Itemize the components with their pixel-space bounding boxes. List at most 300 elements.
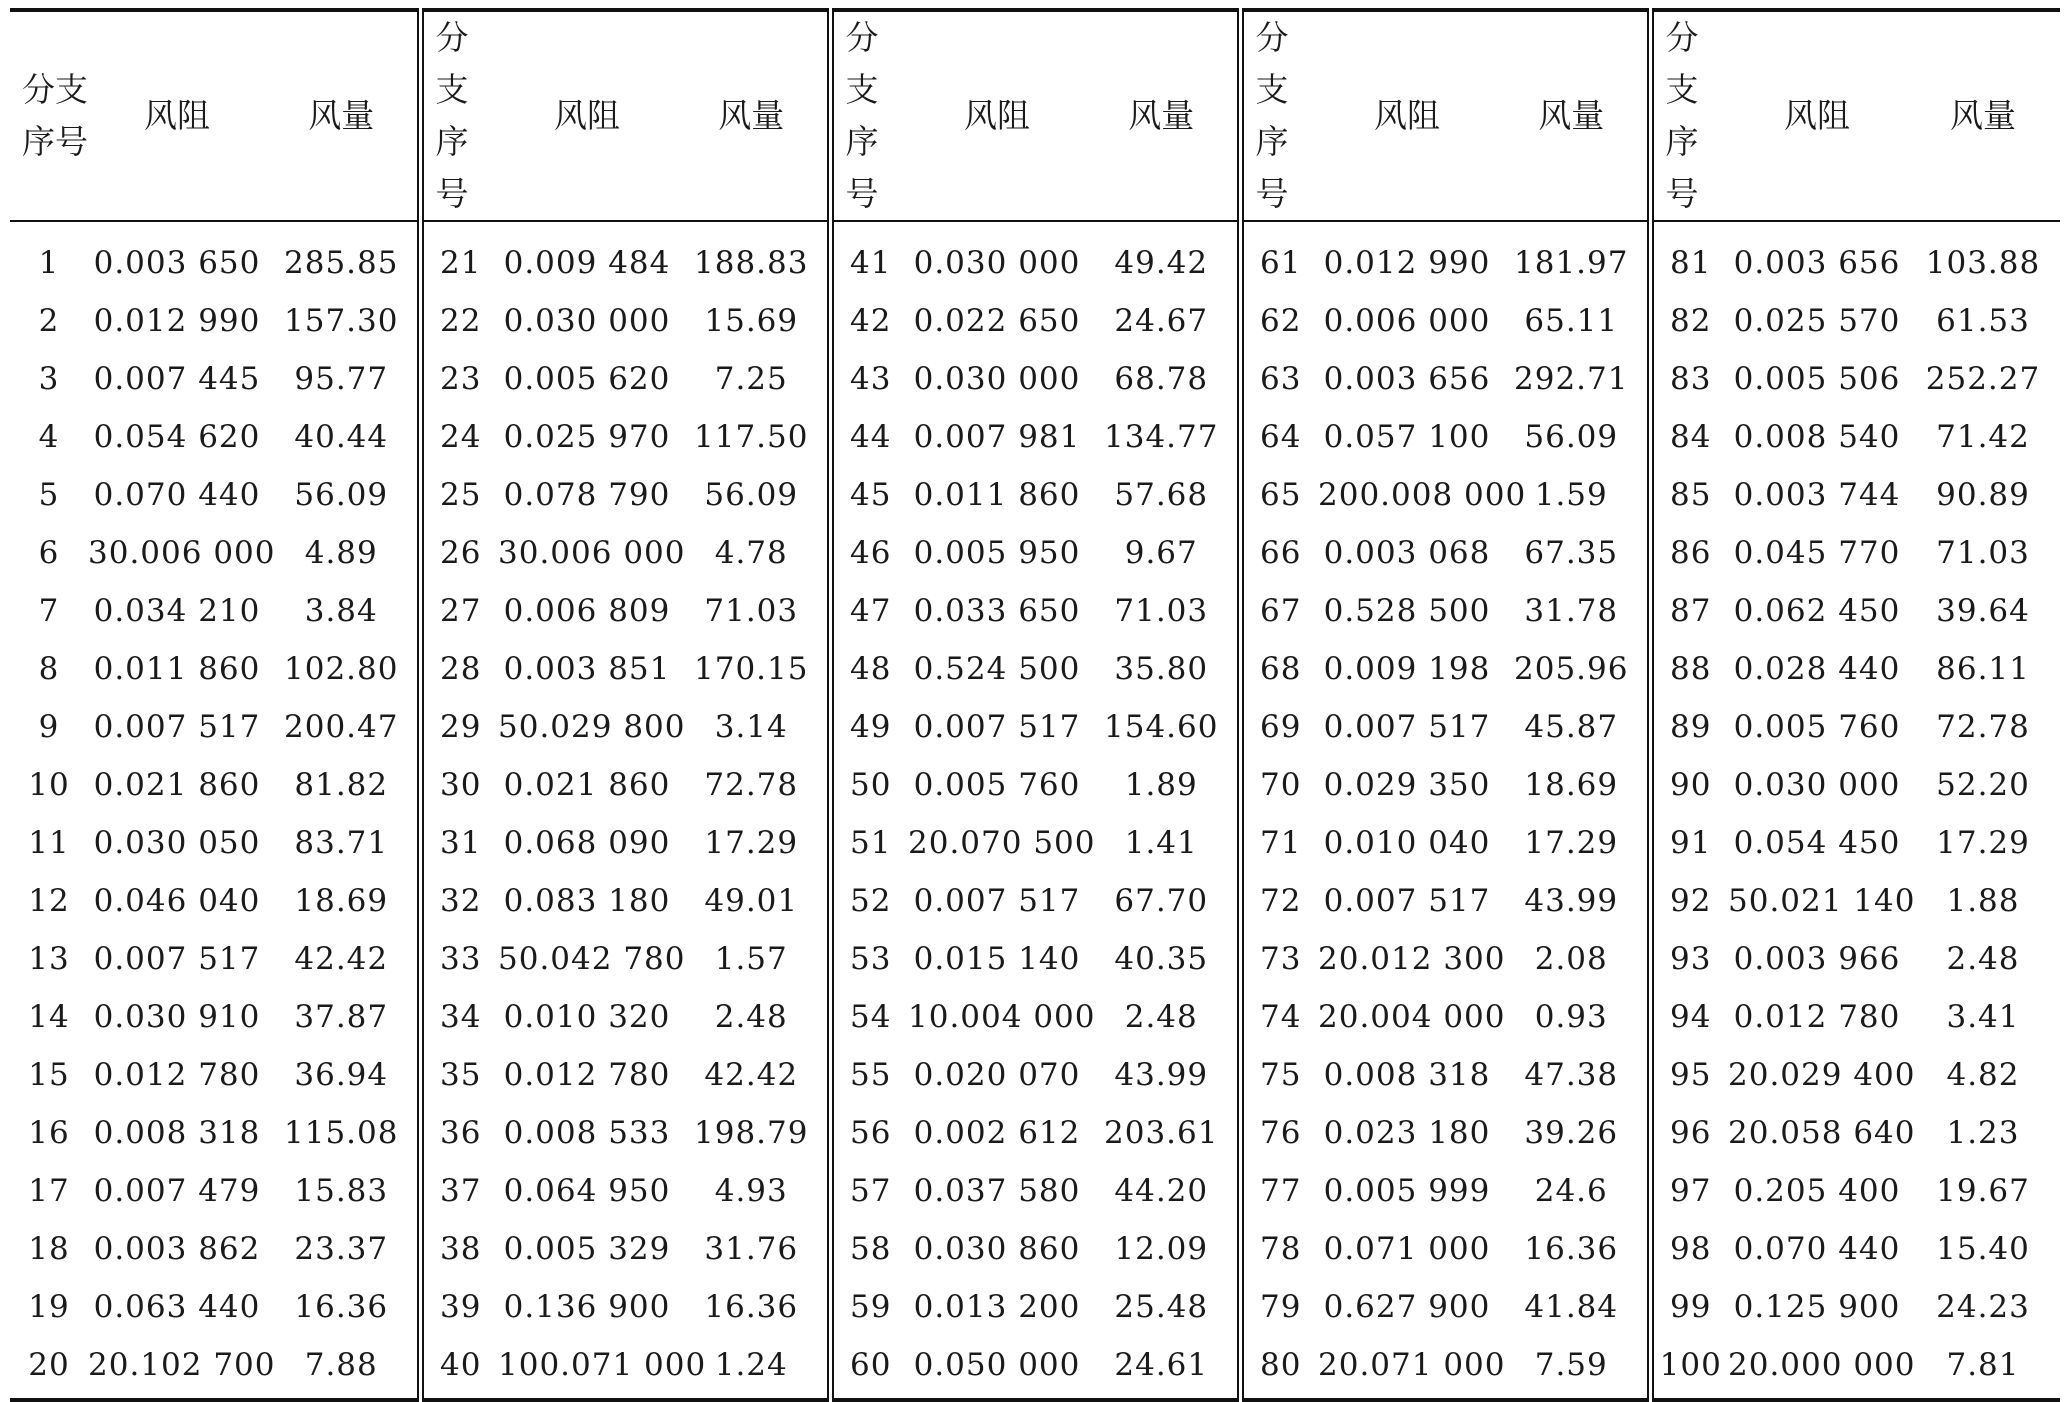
resistance-cell: 0.007 445: [93, 361, 261, 397]
resistance-cell: 0.083 180: [503, 883, 671, 919]
resistance-cell: 20.070 500: [908, 825, 1096, 861]
air-volume-cell: 205.96: [1514, 651, 1629, 687]
air-volume-cell: 198.79: [694, 1115, 809, 1151]
branch-index-cell: 98: [1650, 1220, 1728, 1278]
air-volume-cell: 52.20: [1936, 767, 2030, 803]
resistance-cell: 0.007 479: [93, 1173, 261, 1209]
resistance-cell: 0.064 950: [503, 1173, 671, 1209]
air-volume-cell: 81.82: [294, 767, 389, 803]
branch-index-cell: 8: [38, 651, 60, 687]
air-volume-cell: 1.88: [1946, 883, 2020, 919]
resistance-cell: 0.010 320: [503, 999, 671, 1035]
air-volume-cell: 16.36: [1524, 1231, 1619, 1267]
branch-index-cell: 93: [1650, 930, 1728, 988]
resistance-cell: 20.029 400: [1728, 1057, 1916, 1093]
resistance-cell: 0.037 580: [913, 1173, 1081, 1209]
branch-index-cell: 63: [1240, 350, 1318, 408]
table-row: [10, 930, 2060, 988]
air-volume-cell: 15.40: [1936, 1231, 2030, 1267]
resistance-cell: 200.008 000: [1318, 477, 1527, 513]
branch-index-cell: 27: [420, 582, 498, 640]
resistance-cell: 0.062 450: [1733, 593, 1901, 629]
branch-index-cell: 48: [830, 640, 908, 698]
branch-index-cell: 70: [1240, 756, 1318, 814]
air-volume-cell: 285.85: [284, 245, 399, 281]
resistance-cell: 0.070 440: [1733, 1231, 1901, 1267]
header-branch-index: 分支 序号: [10, 10, 88, 221]
table-row: [10, 466, 2060, 524]
resistance-cell: 20.012 300: [1318, 941, 1506, 977]
air-volume-cell: 71.03: [1936, 535, 2030, 571]
resistance-cell: 30.006 000: [88, 535, 276, 571]
header-branch-index: 分支 序号: [1240, 10, 1318, 221]
branch-index-cell: 50: [830, 756, 908, 814]
table-row: [10, 640, 2060, 698]
table-row: [10, 1046, 2060, 1104]
branch-index-cell: 44: [830, 408, 908, 466]
resistance-cell: 0.008 318: [93, 1115, 261, 1151]
branch-index-cell: 68: [1240, 640, 1318, 698]
resistance-cell: 0.627 900: [1323, 1289, 1491, 1325]
resistance-cell: 0.070 440: [93, 477, 261, 513]
table-row: [10, 1162, 2060, 1220]
resistance-cell: 0.012 990: [1323, 245, 1491, 281]
resistance-cell: 0.012 780: [1733, 999, 1901, 1035]
resistance-cell: 0.012 780: [93, 1057, 261, 1093]
header-air-volume: 风量: [266, 10, 420, 221]
branch-index-cell: 57: [830, 1162, 908, 1220]
branch-index-cell: 19: [28, 1289, 70, 1325]
air-volume-cell: 86.11: [1936, 651, 2030, 687]
air-volume-cell: 157.30: [284, 303, 399, 339]
air-volume-cell: 41.84: [1524, 1289, 1619, 1325]
branch-index-cell: 40: [420, 1336, 498, 1400]
air-volume-cell: 7.88: [304, 1347, 378, 1383]
header-air-volume: 风量: [1496, 10, 1650, 221]
air-volume-cell: 90.89: [1936, 477, 2030, 513]
resistance-cell: 0.125 900: [1733, 1289, 1901, 1325]
air-volume-cell: 7.25: [714, 361, 788, 397]
resistance-cell: 0.030 910: [93, 999, 261, 1035]
resistance-cell: 0.007 517: [1323, 883, 1491, 919]
resistance-cell: 0.205 400: [1733, 1173, 1901, 1209]
branch-index-cell: 89: [1650, 698, 1728, 756]
branch-index-cell: 51: [830, 814, 908, 872]
branch-index-cell: 84: [1650, 408, 1728, 466]
resistance-cell: 0.005 506: [1733, 361, 1901, 397]
branch-index-cell: 56: [830, 1104, 908, 1162]
table-row: [10, 1220, 2060, 1278]
air-volume-cell: 72.78: [1936, 709, 2030, 745]
branch-index-cell: 35: [420, 1046, 498, 1104]
air-volume-cell: 40.44: [294, 419, 389, 455]
air-volume-cell: 40.35: [1114, 941, 1209, 977]
air-volume-cell: 4.93: [714, 1173, 788, 1209]
resistance-cell: 20.058 640: [1728, 1115, 1916, 1151]
air-volume-cell: 24.6: [1534, 1173, 1608, 1209]
resistance-cell: 0.005 950: [913, 535, 1081, 571]
resistance-cell: 0.005 620: [503, 361, 671, 397]
branch-index-cell: 75: [1240, 1046, 1318, 1104]
header-resistance: 风阻: [88, 10, 266, 221]
air-volume-cell: 4.89: [304, 535, 378, 571]
air-volume-cell: 3.14: [714, 709, 788, 745]
branch-index-cell: 1: [38, 245, 60, 281]
branch-index-cell: 20: [28, 1347, 70, 1383]
air-volume-cell: 18.69: [1524, 767, 1619, 803]
air-volume-cell: 1.41: [1124, 825, 1198, 861]
air-volume-cell: 252.27: [1925, 361, 2041, 397]
branch-index-cell: 36: [420, 1104, 498, 1162]
branch-index-cell: 11: [28, 825, 70, 861]
resistance-cell: 0.054 620: [93, 419, 261, 455]
air-volume-cell: 2.48: [714, 999, 788, 1035]
resistance-cell: 50.029 800: [498, 709, 686, 745]
resistance-cell: 0.068 090: [503, 825, 671, 861]
branch-index-cell: 90: [1650, 756, 1728, 814]
air-volume-cell: 102.80: [284, 651, 399, 687]
air-volume-cell: 39.64: [1936, 593, 2030, 629]
air-volume-cell: 47.38: [1524, 1057, 1619, 1093]
air-volume-cell: 1.89: [1124, 767, 1198, 803]
branch-index-cell: 58: [830, 1220, 908, 1278]
air-volume-cell: 67.35: [1524, 535, 1619, 571]
resistance-cell: 0.005 329: [503, 1231, 671, 1267]
branch-index-cell: 17: [28, 1173, 70, 1209]
air-volume-cell: 61.53: [1936, 303, 2030, 339]
branch-index-cell: 32: [420, 872, 498, 930]
branch-index-cell: 22: [420, 292, 498, 350]
table-row: [10, 814, 2060, 872]
air-volume-cell: 2.48: [1946, 941, 2020, 977]
air-volume-cell: 200.47: [284, 709, 399, 745]
resistance-cell: 0.033 650: [913, 593, 1081, 629]
branch-index-cell: 55: [830, 1046, 908, 1104]
branch-index-cell: 97: [1650, 1162, 1728, 1220]
branch-index-cell: 88: [1650, 640, 1728, 698]
table-row: [10, 292, 2060, 350]
resistance-cell: 0.030 000: [1733, 767, 1901, 803]
branch-index-cell: 53: [830, 930, 908, 988]
air-volume-cell: 16.36: [704, 1289, 799, 1325]
table-row: [10, 988, 2060, 1046]
resistance-cell: 0.045 770: [1733, 535, 1901, 571]
air-volume-cell: 103.88: [1925, 245, 2041, 281]
air-volume-cell: 23.37: [294, 1231, 389, 1267]
resistance-cell: 0.002 612: [913, 1115, 1081, 1151]
table-row: [10, 524, 2060, 582]
resistance-cell: 0.030 000: [913, 245, 1081, 281]
branch-index-cell: 49: [830, 698, 908, 756]
resistance-cell: 0.003 862: [93, 1231, 261, 1267]
branch-index-cell: 61: [1240, 221, 1318, 292]
branch-index-cell: 77: [1240, 1162, 1318, 1220]
air-volume-cell: 1.59: [1534, 477, 1608, 513]
air-volume-cell: 3.41: [1946, 999, 2020, 1035]
header-air-volume: 风量: [1906, 10, 2060, 221]
branch-index-cell: 80: [1240, 1336, 1318, 1400]
header-resistance: 风阻: [1728, 10, 1906, 221]
air-volume-cell: 71.03: [704, 593, 799, 629]
air-volume-cell: 115.08: [284, 1115, 399, 1151]
air-volume-cell: 7.59: [1534, 1347, 1608, 1383]
branch-index-cell: 9: [38, 709, 60, 745]
branch-index-cell: 67: [1240, 582, 1318, 640]
air-volume-cell: 36.94: [294, 1057, 389, 1093]
air-volume-cell: 2.08: [1534, 941, 1608, 977]
table-row: [10, 1336, 2060, 1400]
air-volume-cell: 17.29: [1524, 825, 1619, 861]
branch-index-cell: 65: [1240, 466, 1318, 524]
air-volume-cell: 0.93: [1534, 999, 1608, 1035]
air-volume-cell: 72.78: [704, 767, 799, 803]
resistance-cell: 0.020 070: [913, 1057, 1081, 1093]
branch-index-cell: 29: [420, 698, 498, 756]
resistance-cell: 0.011 860: [93, 651, 261, 687]
resistance-cell: 0.007 517: [93, 941, 261, 977]
resistance-cell: 0.005 760: [1733, 709, 1901, 745]
air-volume-cell: 203.61: [1104, 1115, 1219, 1151]
air-volume-cell: 49.42: [1114, 245, 1209, 281]
resistance-cell: 0.136 900: [503, 1289, 671, 1325]
air-volume-cell: 19.67: [1936, 1173, 2030, 1209]
branch-index-cell: 24: [420, 408, 498, 466]
branch-index-cell: 26: [420, 524, 498, 582]
resistance-cell: 0.003 650: [93, 245, 261, 281]
branch-index-cell: 5: [38, 477, 60, 513]
header-branch-index: 分支 序号: [830, 10, 908, 221]
resistance-cell: 0.012 780: [503, 1057, 671, 1093]
resistance-cell: 0.030 860: [913, 1231, 1081, 1267]
air-volume-cell: 292.71: [1514, 361, 1629, 397]
branch-index-cell: 34: [420, 988, 498, 1046]
branch-index-cell: 85: [1650, 466, 1728, 524]
resistance-cell: 0.063 440: [93, 1289, 261, 1325]
table-body: [10, 221, 2060, 1400]
resistance-cell: 0.003 966: [1733, 941, 1901, 977]
resistance-cell: 30.006 000: [498, 535, 686, 571]
table-row: [10, 1278, 2060, 1336]
branch-index-cell: 54: [830, 988, 908, 1046]
branch-index-cell: 69: [1240, 698, 1318, 756]
air-volume-cell: 31.76: [704, 1231, 799, 1267]
branch-index-cell: 16: [28, 1115, 70, 1151]
resistance-cell: 0.012 990: [93, 303, 261, 339]
air-volume-cell: 45.87: [1524, 709, 1619, 745]
branch-index-cell: 45: [830, 466, 908, 524]
resistance-cell: 0.013 200: [913, 1289, 1081, 1325]
header-air-volume: 风量: [676, 10, 830, 221]
header-resistance: 风阻: [1318, 10, 1496, 221]
resistance-cell: 0.006 809: [503, 593, 671, 629]
air-volume-cell: 1.23: [1946, 1115, 2020, 1151]
resistance-cell: 0.046 040: [93, 883, 261, 919]
branch-index-cell: 39: [420, 1278, 498, 1336]
branch-index-cell: 4: [38, 419, 60, 455]
branch-index-cell: 42: [830, 292, 908, 350]
table-row: [10, 221, 2060, 292]
air-volume-cell: 1.57: [714, 941, 788, 977]
resistance-cell: 20.000 000: [1728, 1347, 1916, 1383]
branch-index-cell: 59: [830, 1278, 908, 1336]
branch-index-cell: 72: [1240, 872, 1318, 930]
branch-index-cell: 52: [830, 872, 908, 930]
resistance-cell: 20.071 000: [1318, 1347, 1506, 1383]
branch-index-cell: 74: [1240, 988, 1318, 1046]
branch-index-cell: 73: [1240, 930, 1318, 988]
resistance-cell: 0.054 450: [1733, 825, 1901, 861]
resistance-cell: 0.008 540: [1733, 419, 1901, 455]
branch-index-cell: 91: [1650, 814, 1728, 872]
header-row: [10, 10, 2060, 221]
branch-index-cell: 81: [1650, 221, 1728, 292]
branch-index-cell: 96: [1650, 1104, 1728, 1162]
table-row: [10, 872, 2060, 930]
branch-index-cell: 31: [420, 814, 498, 872]
branch-index-cell: 86: [1650, 524, 1728, 582]
air-volume-cell: 56.09: [704, 477, 799, 513]
branch-index-cell: 12: [28, 883, 70, 919]
branch-index-cell: 10: [28, 767, 70, 803]
resistance-cell: 0.008 318: [1323, 1057, 1491, 1093]
branch-index-cell: 46: [830, 524, 908, 582]
branch-index-cell: 62: [1240, 292, 1318, 350]
branch-index-cell: 79: [1240, 1278, 1318, 1336]
branch-index-cell: 14: [28, 999, 70, 1035]
air-volume-cell: 4.82: [1946, 1057, 2020, 1093]
branch-index-cell: 87: [1650, 582, 1728, 640]
branch-index-cell: 37: [420, 1162, 498, 1220]
air-volume-cell: 68.78: [1114, 361, 1209, 397]
air-volume-cell: 39.26: [1524, 1115, 1619, 1151]
air-volume-cell: 1.24: [714, 1347, 788, 1383]
resistance-cell: 0.003 656: [1323, 361, 1491, 397]
resistance-cell: 50.021 140: [1728, 883, 1916, 919]
branch-index-cell: 28: [420, 640, 498, 698]
header-air-volume: 风量: [1086, 10, 1240, 221]
branch-index-cell: 64: [1240, 408, 1318, 466]
table-row: [10, 1104, 2060, 1162]
header-resistance: 风阻: [908, 10, 1086, 221]
table-row: [10, 350, 2060, 408]
air-volume-cell: 35.80: [1114, 651, 1209, 687]
branch-index-cell: 2: [38, 303, 60, 339]
branch-index-cell: 76: [1240, 1104, 1318, 1162]
resistance-cell: 20.102 700: [88, 1347, 276, 1383]
resistance-cell: 0.007 517: [93, 709, 261, 745]
table-row: [10, 408, 2060, 466]
air-volume-cell: 83.71: [294, 825, 389, 861]
air-volume-cell: 42.42: [704, 1057, 799, 1093]
branch-index-cell: 47: [830, 582, 908, 640]
resistance-cell: 0.034 210: [93, 593, 261, 629]
air-volume-cell: 37.87: [294, 999, 389, 1035]
branch-index-cell: 25: [420, 466, 498, 524]
air-volume-cell: 71.03: [1114, 593, 1209, 629]
branch-index-cell: 41: [830, 221, 908, 292]
header-branch-index: 分支 序号: [1650, 10, 1728, 221]
resistance-cell: 0.078 790: [503, 477, 671, 513]
resistance-cell: 0.008 533: [503, 1115, 671, 1151]
branch-index-cell: 7: [38, 593, 60, 629]
resistance-cell: 0.007 517: [913, 883, 1081, 919]
resistance-cell: 0.011 860: [913, 477, 1081, 513]
branch-index-cell: 43: [830, 350, 908, 408]
branch-index-cell: 95: [1650, 1046, 1728, 1104]
air-volume-cell: 16.36: [294, 1289, 389, 1325]
air-volume-cell: 154.60: [1104, 709, 1219, 745]
air-volume-cell: 17.29: [704, 825, 799, 861]
header-resistance: 风阻: [498, 10, 676, 221]
air-volume-cell: 2.48: [1124, 999, 1198, 1035]
resistance-cell: 0.003 744: [1733, 477, 1901, 513]
branch-index-cell: 71: [1240, 814, 1318, 872]
resistance-cell: 50.042 780: [498, 941, 686, 977]
air-volume-cell: 42.42: [294, 941, 389, 977]
branch-index-cell: 100: [1650, 1336, 1728, 1400]
resistance-cell: 0.071 000: [1323, 1231, 1491, 1267]
resistance-cell: 0.003 068: [1323, 535, 1491, 571]
branch-index-cell: 21: [420, 221, 498, 292]
resistance-cell: 0.003 851: [503, 651, 671, 687]
resistance-cell: 0.057 100: [1323, 419, 1491, 455]
air-volume-cell: 181.97: [1514, 245, 1629, 281]
resistance-cell: 0.009 198: [1323, 651, 1491, 687]
resistance-cell: 0.021 860: [503, 767, 671, 803]
air-volume-cell: 4.78: [714, 535, 788, 571]
table-row: [10, 698, 2060, 756]
resistance-cell: 0.022 650: [913, 303, 1081, 339]
resistance-cell: 0.025 970: [503, 419, 671, 455]
resistance-cell: 0.021 860: [93, 767, 261, 803]
resistance-cell: 0.050 000: [913, 1347, 1081, 1383]
air-volume-cell: 7.81: [1946, 1347, 2020, 1383]
resistance-cell: 0.007 517: [1323, 709, 1491, 745]
air-volume-cell: 24.67: [1114, 303, 1209, 339]
branch-index-cell: 3: [38, 361, 60, 397]
air-volume-cell: 134.77: [1104, 419, 1219, 455]
resistance-cell: 0.030 050: [93, 825, 261, 861]
resistance-cell: 0.528 500: [1323, 593, 1491, 629]
resistance-cell: 10.004 000: [908, 999, 1096, 1035]
table-row: [10, 582, 2060, 640]
air-volume-cell: 57.68: [1114, 477, 1209, 513]
branch-index-cell: 66: [1240, 524, 1318, 582]
resistance-cell: 0.028 440: [1733, 651, 1901, 687]
resistance-cell: 0.015 140: [913, 941, 1081, 977]
air-volume-cell: 31.78: [1524, 593, 1619, 629]
branch-index-cell: 99: [1650, 1278, 1728, 1336]
air-volume-cell: 25.48: [1114, 1289, 1209, 1325]
branch-index-cell: 38: [420, 1220, 498, 1278]
air-volume-cell: 17.29: [1936, 825, 2030, 861]
air-volume-cell: 188.83: [694, 245, 809, 281]
branch-index-cell: 94: [1650, 988, 1728, 1046]
branch-index-cell: 33: [420, 930, 498, 988]
resistance-cell: 0.030 000: [503, 303, 671, 339]
air-volume-cell: 67.70: [1114, 883, 1209, 919]
resistance-cell: 0.023 180: [1323, 1115, 1491, 1151]
air-volume-cell: 65.11: [1524, 303, 1619, 339]
air-volume-cell: 15.69: [704, 303, 799, 339]
branch-index-cell: 23: [420, 350, 498, 408]
air-volume-cell: 44.20: [1114, 1173, 1209, 1209]
branch-index-cell: 6: [38, 535, 60, 571]
resistance-cell: 0.005 760: [913, 767, 1081, 803]
branch-index-cell: 60: [830, 1336, 908, 1400]
resistance-cell: 0.030 000: [913, 361, 1081, 397]
air-volume-cell: 9.67: [1124, 535, 1198, 571]
